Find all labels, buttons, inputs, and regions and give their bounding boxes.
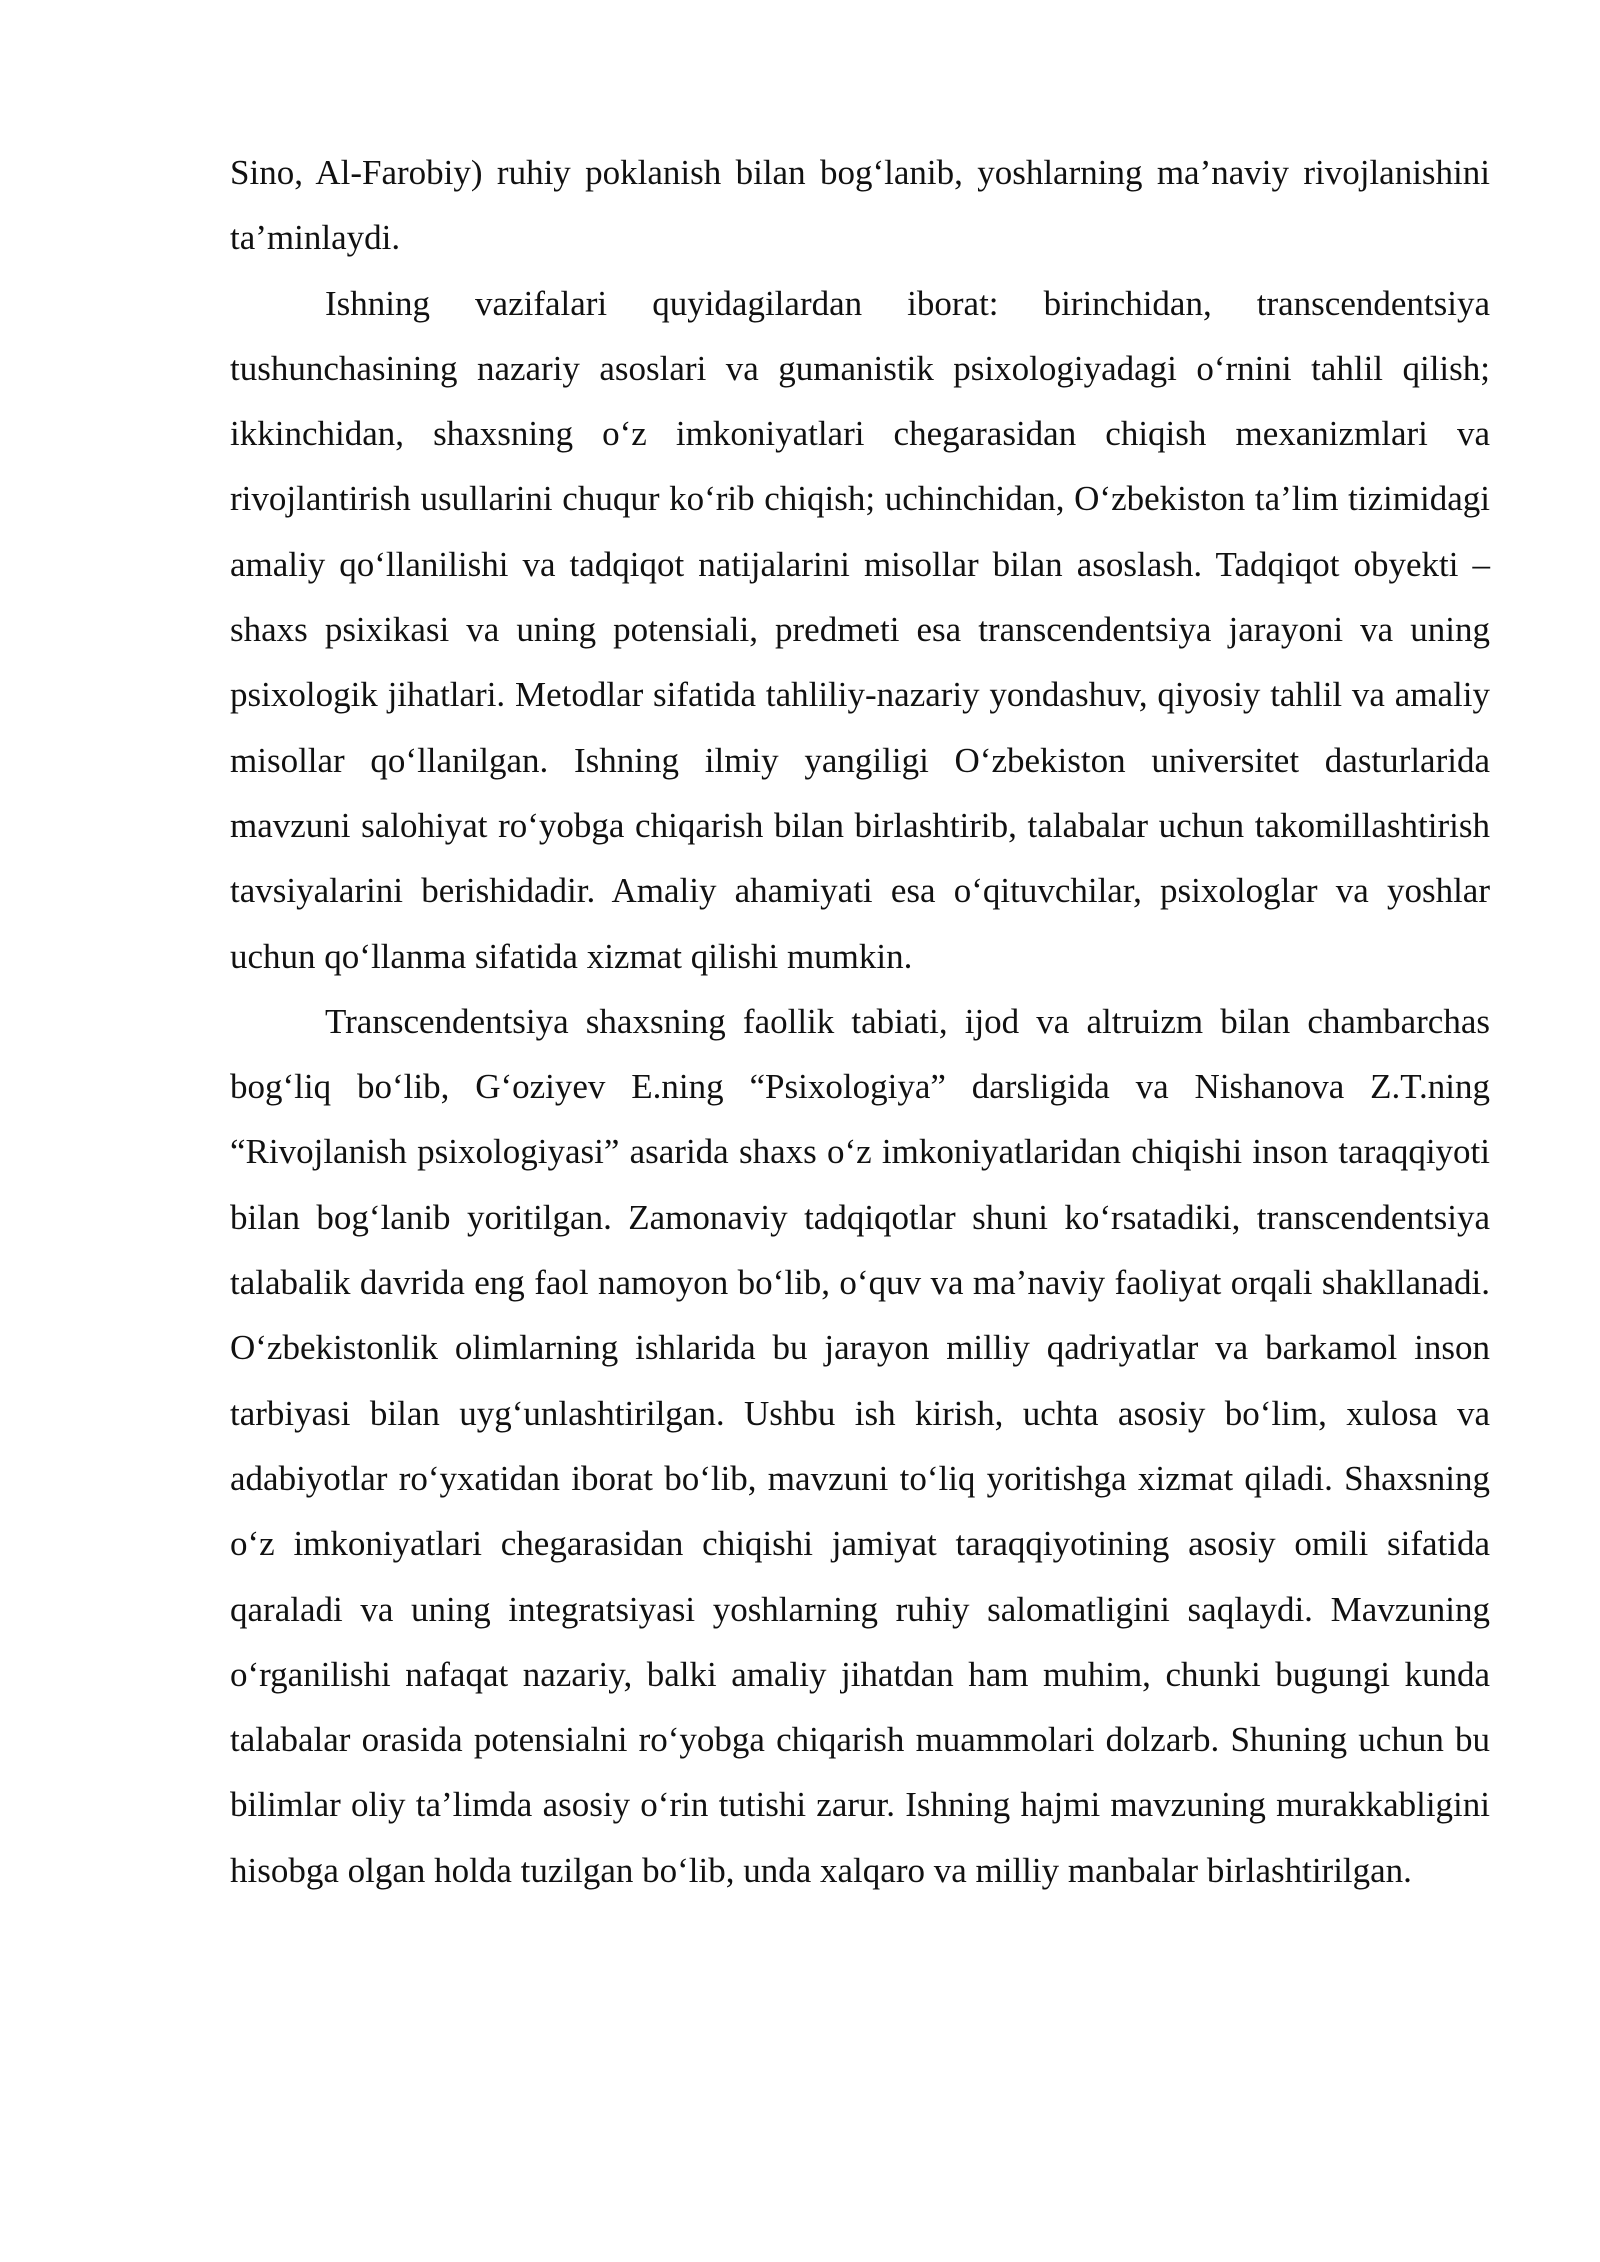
document-page [230, 140, 1490, 1903]
paragraph-transcendence: Transcendentsiya shaxsning faollik tabiati, ijod va altruizm bilan chambarchas bog‘liq bo‘lib, G‘oziyev E.ning “Psixologiya” darsligida va Nishanova Z.T.ning “Rivojlanish psixologiyasi” asarida shaxs o‘z imkoniyatlaridan chiqishi inson taraqqiyoti bilan bog‘lanib yoritilgan. Zamonaviy tadqiqotlar shuni ko‘rsatadiki, transcendentsiya talabalik davrida eng faol namoyon bo‘lib, o‘quv va ma’naviy faoliyat orqali shakllanadi. O‘zbekistonlik olimlarning ishlarida bu jarayon milliy qadriyatlar va barkamol inson tarbiyasi bilan uyg‘unlashtirilgan. Ushbu ish kirish, uchta asosiy bo‘lim, xulosa va adabiyotlar ro‘yxatidan iborat bo‘lib, mavzuni to‘liq yoritishga xizmat qiladi. Shaxsning o‘z imkoniyatlari chegarasidan chiqishi jamiyat taraqqiyotining asosiy omili sifatida qaraladi va uning integratsiyasi yoshlarning ruhiy salomatligini saqlaydi. Mavzuning o‘rganilishi nafaqat nazariy, balki amaliy jihatdan ham muhim, chunki bugungi kunda talabalar orasida potensialni ro‘yobga chiqarish muammolari dolzarb. Shuning uchun bu bilimlar oliy ta’limda asosiy o‘rin tutishi zarur. Ishning hajmi mavzuning murakkabligini hisobga olgan holda tuzilgan bo‘lib, unda xalqaro va milliy manbalar birlashtirilgan. [230, 1001, 1490, 1890]
paragraph-continuation: Sino, Al-Farobiy) ruhiy poklanish bilan bog‘lanib, yoshlarning ma’naviy rivojlanishini ta’minlaydi. [230, 153, 1490, 258]
paragraph-objectives: Ishning vazifalari quyidagilardan iborat: birinchidan, transcendentsiya tushunchasining nazariy asoslari va gumanistik psixologiyadagi o‘rnini tahlil qilish; ikkinchidan, shaxsning o‘z imkoniyatlari chegarasidan chiqish mexanizmlari va rivojlantirish usullarini chuqur ko‘rib chiqish; uchinchidan, O‘zbekiston ta’lim tizimidagi amaliy qo‘llanilishi va tadqiqot natijalarini misollar bilan asoslash. Tadqiqot obyekti – shaxs psixikasi va uning potensiali, predmeti esa transcendentsiya jarayoni va uning psixologik jihatlari. Metodlar sifatida tahliliy-nazariy yondashuv, qiyosiy tahlil va amaliy misollar qo‘llanilgan. Ishning ilmiy yangiligi O‘zbekiston universitet dasturlarida mavzuni salohiyat ro‘yobga chiqarish bilan birlashtirib, talabalar uchun takomillashtirish tavsiyalarini berishidadir. Amaliy ahamiyati esa o‘qituvchilar, psixologlar va yoshlar uchun qo‘llanma sifatida xizmat qilishi mumkin. [230, 283, 1490, 976]
